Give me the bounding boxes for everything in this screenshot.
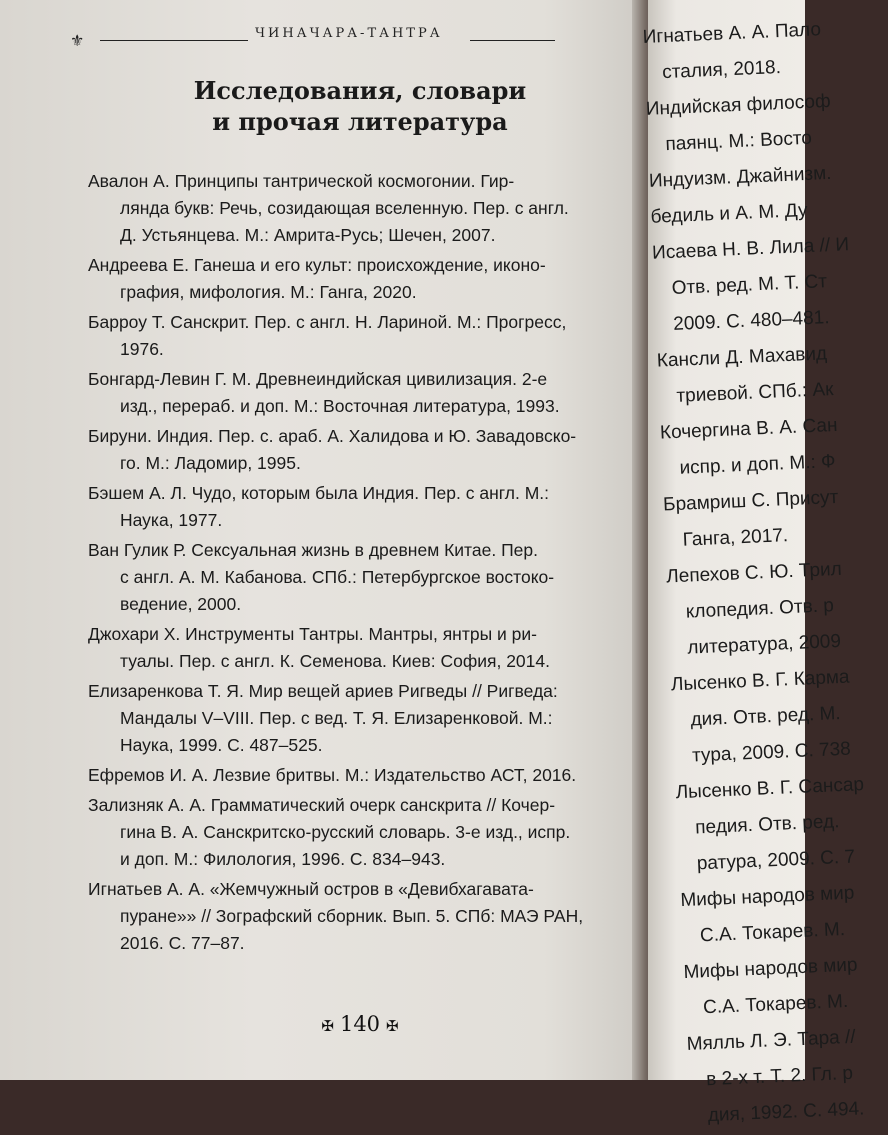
running-title: ЧИНАЧАРА-ТАНТРА xyxy=(255,26,443,41)
ornament-left-icon: ✠ xyxy=(321,1017,334,1035)
entry-line: Бэшем А. Л. Чудо, которым была Индия. Пер. с англ. М.: xyxy=(88,483,549,503)
entry-line: Бируни. Индия. Пер. с. араб. А. Халидова и Ю. Завадовско- xyxy=(88,426,577,446)
bibliography-entry xyxy=(88,678,628,759)
entry-line: Ефремов И. А. Лезвие бритвы. М.: Издательство АСТ, 2016. xyxy=(88,765,577,785)
bibliography-entry xyxy=(88,168,628,249)
right-page-line: Мялль Л. Э. Тара // xyxy=(686,1026,857,1056)
header-rule-left xyxy=(100,40,248,41)
entry-line: пуране»» // Зографский сборник. Вып. 5. СПб: МАЭ РАН, xyxy=(120,906,584,926)
right-page-line: Брамриш С. Присут xyxy=(662,486,839,516)
section-title xyxy=(180,75,540,137)
bibliography-entry xyxy=(88,480,628,534)
right-page-line: сталия, 2018. xyxy=(661,56,782,84)
bibliography-entry xyxy=(88,537,628,618)
bibliography-list xyxy=(88,168,628,960)
entry-line: Наука, 1999. С. 487–525. xyxy=(120,735,323,755)
right-page-line: Индийская философ xyxy=(645,90,832,120)
right-page-line: Лепехов С. Ю. Трил xyxy=(665,558,843,588)
entry-line: Д. Устьянцева. М.: Амрита-Русь; Шечен, 2007. xyxy=(120,225,496,245)
right-page-line: С.А. Токарев. М. xyxy=(699,919,846,947)
bibliography-entry xyxy=(88,621,628,675)
page-number: 140 xyxy=(339,1012,381,1036)
right-page xyxy=(642,0,865,1127)
right-page-line: Лысенко В. Г. Сансар xyxy=(675,774,865,804)
entry-line: 2016. С. 77–87. xyxy=(120,933,245,953)
entry-line: Наука, 1977. xyxy=(120,510,223,530)
right-page-line: Мифы народов мир xyxy=(679,882,855,912)
entry-line: Зализняк А. А. Грамматический очерк санскрита // Кочер- xyxy=(88,795,556,815)
right-page-text xyxy=(642,11,888,1135)
right-page-line: Игнатьев А. А. Пало xyxy=(642,19,822,48)
entry-line: Джохари Х. Инструменты Тантры. Мантры, янтры и ри- xyxy=(88,624,538,644)
entry-line: лянда букв: Речь, созидающая вселенную. Пер. с англ. xyxy=(120,198,569,218)
entry-line: Авалон А. Принципы тантрической космогонии. Гир- xyxy=(88,171,515,191)
entry-line: Ван Гулик Р. Сексуальная жизнь в древнем Китае. Пер. xyxy=(88,540,538,560)
page-header xyxy=(70,20,560,50)
right-page-line: в 2-х т. Т. 2. Гл. р xyxy=(705,1062,854,1091)
bibliography-entry xyxy=(88,762,628,789)
entry-line: Бонгард-Левин Г. М. Древнеиндийская цивилизация. 2-е xyxy=(88,369,548,389)
section-title-line: и прочая литература xyxy=(212,107,508,136)
entry-line: гина В. А. Санскритско-русский словарь. 3-е изд., испр. xyxy=(120,822,571,842)
right-page-line: дия. Отв. ред. М. xyxy=(690,703,842,731)
right-page-line: триевой. СПб.: Ак xyxy=(675,379,834,407)
entry-line: го. М.: Ладомир, 1995. xyxy=(120,453,301,473)
right-page-line: 2009. С. 480–481. xyxy=(672,307,830,335)
right-page-line: педия. Отв. ред. xyxy=(694,811,840,839)
right-page-line: С.А. Токарев. М. xyxy=(702,990,849,1019)
page-footer xyxy=(300,1012,420,1036)
right-page-line: Мифы народов мир xyxy=(683,954,858,984)
right-page-line: литература, 2009 xyxy=(686,630,842,659)
right-page-line: испр. и доп. М.: Ф xyxy=(679,450,836,479)
right-page-line: Отв. ред. М. Т. Ст xyxy=(671,271,828,299)
entry-line: ведение, 2000. xyxy=(120,594,242,614)
ornament-right-icon: ✠ xyxy=(386,1017,399,1035)
entry-line: и доп. М.: Филология, 1996. С. 834–943. xyxy=(120,849,446,869)
entry-line: с англ. А. М. Кабанова. СПб.: Петербургское востоко- xyxy=(120,567,555,587)
right-page-line: Кочергина В. А. Сан xyxy=(659,414,838,444)
right-page-line: Кансли Д. Махавид xyxy=(656,343,828,372)
bibliography-entry xyxy=(88,366,628,420)
right-page-line: Ганга, 2017. xyxy=(682,525,789,551)
bibliography-entry xyxy=(88,876,628,957)
entry-line: Елизаренкова Т. Я. Мир вещей ариев Ригведы // Ригведа: xyxy=(88,681,558,701)
entry-line: 1976. xyxy=(120,339,164,359)
bibliography-entry xyxy=(88,792,628,873)
entry-line: графия, мифология. М.: Ганга, 2020. xyxy=(120,282,417,302)
right-page-line: тура, 2009. С. 738 xyxy=(691,738,852,767)
ornament-left-icon: ⚜ xyxy=(70,31,85,50)
right-page-line: Лысенко В. Г. Карма xyxy=(670,666,850,696)
right-page-line: дия, 1992. С. 494. xyxy=(707,1098,865,1127)
right-page-line: клопедия. Отв. р xyxy=(685,595,835,623)
right-page-line: Исаева Н. В. Лила // И xyxy=(651,234,850,264)
right-page-line: ратура, 2009. С. 7 xyxy=(696,846,856,875)
entry-line: Мандалы V–VIII. Пер. с вед. Т. Я. Елизаренковой. М.: xyxy=(120,708,553,728)
right-page-line: паянц. М.: Восто xyxy=(664,127,813,156)
right-page-line: Индуизм. Джайнизм. xyxy=(648,162,832,192)
section-title-line: Исследования, словари xyxy=(193,76,527,105)
bibliography-entry xyxy=(88,309,628,363)
entry-line: изд., перераб. и доп. М.: Восточная литература, 1993. xyxy=(120,396,560,416)
entry-line: туалы. Пер. с англ. К. Семенова. Киев: София, 2014. xyxy=(120,651,550,671)
entry-line: Барроу Т. Санскрит. Пер. с англ. Н. Лариной. М.: Прогресс, xyxy=(88,312,567,332)
right-page-line: бедиль и А. М. Ду xyxy=(650,199,809,228)
entry-line: Андреева Е. Ганеша и его культ: происхождение, иконо- xyxy=(88,255,546,275)
header-rule-right xyxy=(470,40,555,41)
bibliography-entry xyxy=(88,423,628,477)
entry-line: Игнатьев А. А. «Жемчужный остров в «Девибхагавата- xyxy=(88,879,534,899)
bibliography-entry xyxy=(88,252,628,306)
